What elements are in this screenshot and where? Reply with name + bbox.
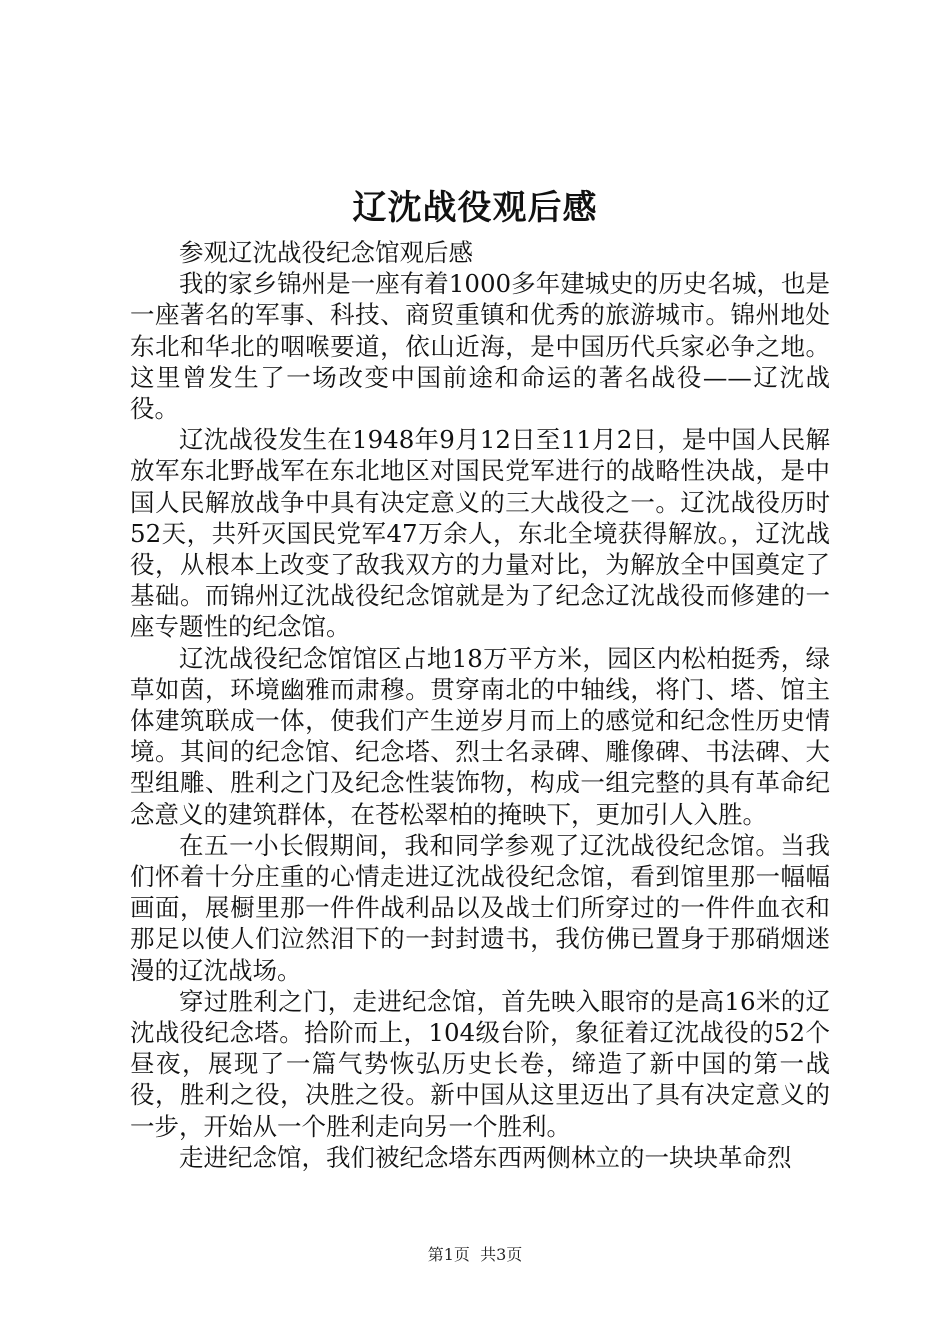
paragraph: 走进纪念馆，我们被纪念塔东西两侧林立的一块块革命烈 [179,1142,792,1172]
page-footer [0,1245,950,1265]
paragraph: 辽沈战役纪念馆馆区占地18万平方米，园区内松柏挺秀，绿草如茵，环境幽雅而肃穆。贯穿南北的中轴线，将门、塔、馆主体建筑联成一体，使我们产生逆岁月而上的感觉和纪念性历史情境。其间的纪念馆、纪念塔、烈士名录碑、雕像碑、书法碑、大型组雕、胜利之门及纪念性装饰物，构成一组完整的具有革命纪念意义的建筑群体，在苍松翠柏的掩映下，更加引人入胜。 [130,643,830,829]
paragraph-subtitle: 参观辽沈战役纪念馆观后感 [179,238,473,267]
paragraph: 辽沈战役发生在1948年9月12日至11月2日，是中国人民解放军东北野战军在东北地区对国民党军进行的战略性决战，是中国人民解放战争中具有决定意义的三大战役之一。辽沈战役历时52天，共歼灭国民党军47万余人，东北全境获得解放。，辽沈战役，从根本上改变了敌我双方的力量对比，为解放全中国奠定了基础。而锦州辽沈战役纪念馆就是为了纪念辽沈战役而修建的一座专题性的纪念馆。 [130,425,830,642]
page-number-label: 第1页 共3页 [427,1245,523,1264]
paragraph: 穿过胜利之门，走进纪念馆，首先映入眼帘的是高16米的辽沈战役纪念塔。拾阶而上，104级台阶，象征着辽沈战役的52个昼夜，展现了一篇气势恢弘历史长卷，缔造了新中国的第一战役，胜利之役，决胜之役。新中国从这里迈出了具有决定意义的一步，开始从一个胜利走向另一个胜利。 [130,986,830,1141]
paragraph: 我的家乡锦州是一座有着1000多年建城史的历史名城，也是一座著名的军事、科技、商贸重镇和优秀的旅游城市。锦州地处东北和华北的咽喉要道，依山近海，是中国历代兵家必争之地。这里曾发生了一场改变中国前途和命运的著名战役——辽沈战役。 [130,269,830,424]
document-body [130,237,830,1173]
document-title: 辽沈战役观后感 [352,188,598,228]
paragraph: 在五一小长假期间，我和同学参观了辽沈战役纪念馆。当我们怀着十分庄重的心情走进辽沈战役纪念馆，看到馆里那一幅幅画面，展橱里那一件件战利品以及战士们所穿过的一件件血衣和那足以使人们泣然泪下的一封封遗书，我仿佛已置身于那硝烟迷漫的辽沈战场。 [130,830,830,985]
